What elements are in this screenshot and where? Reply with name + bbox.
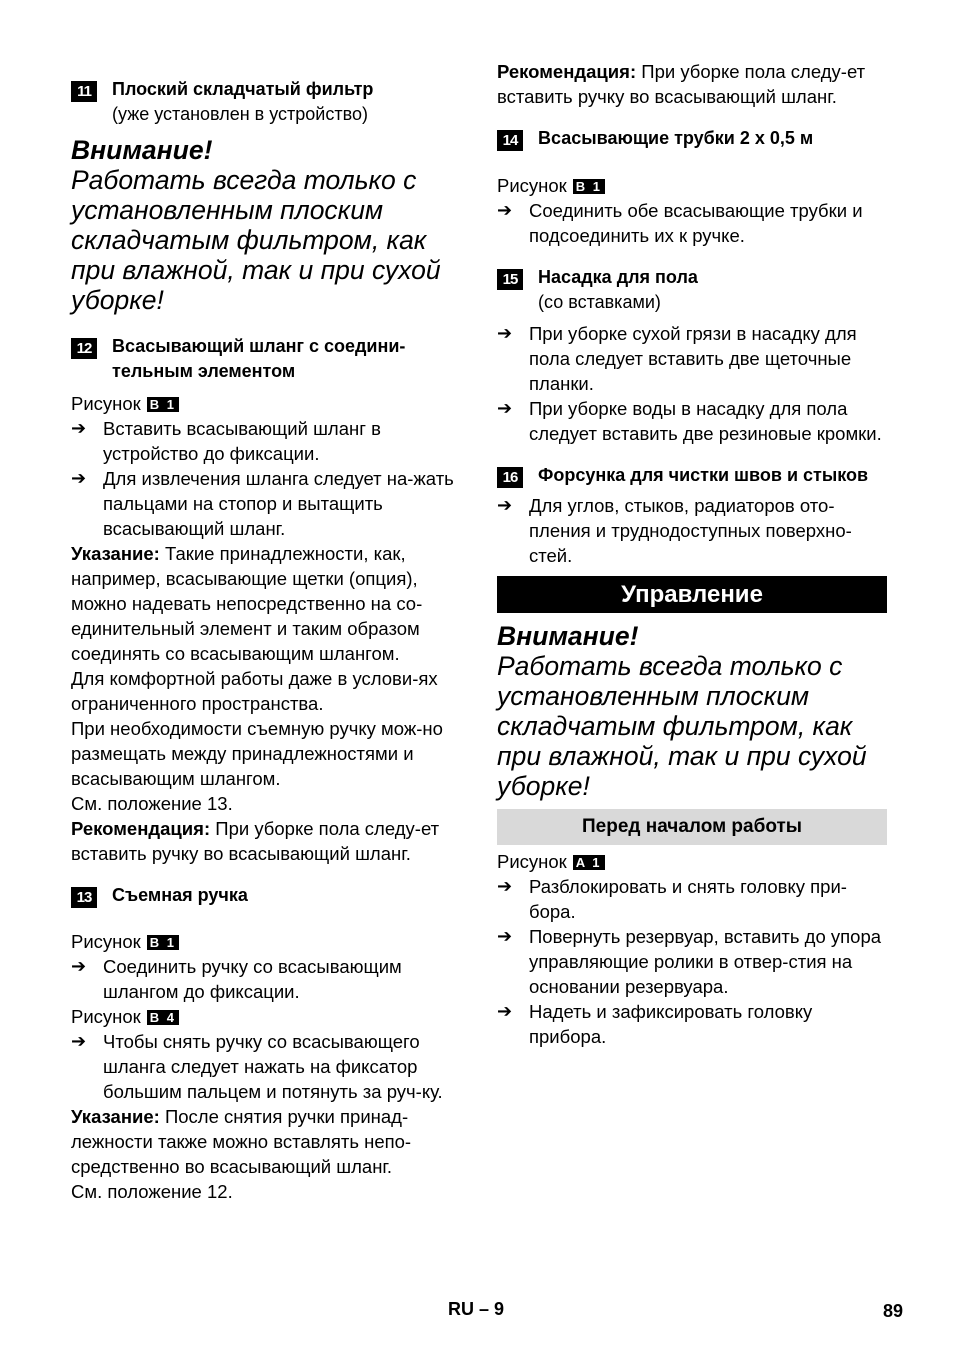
item-title: Всасывающий шланг с соедини-тельным элементом bbox=[112, 336, 406, 381]
warning-text: Работать всегда только с установленным плоским складчатым фильтром, как при влажной, так и при сухой уборке! bbox=[497, 651, 867, 801]
paragraph: См. положение 13. bbox=[71, 793, 233, 814]
paragraph: При необходимости съемную ручку мож-но размещать между принадлежностями и всасывающим шлангом. bbox=[71, 718, 443, 789]
figure-reference bbox=[71, 391, 461, 416]
subsection-title: Перед началом работы bbox=[497, 809, 887, 845]
item-title: Насадка для пола bbox=[538, 267, 698, 287]
warning-heading: Внимание! bbox=[71, 135, 213, 165]
note-text: После снятия ручки принад-лежности также можно вставлять непо-средственно во всасывающий шланг. bbox=[71, 1106, 412, 1177]
arrow-bullet: ➔ При уборке сухой грязи в насадку для пола следует вставить две щеточные планки. bbox=[497, 321, 887, 396]
item-number: 11 bbox=[71, 81, 97, 102]
recommendation-paragraph bbox=[71, 816, 461, 866]
note-label: Указание: bbox=[71, 543, 160, 564]
item-13 bbox=[71, 883, 461, 908]
item-11 bbox=[71, 77, 461, 127]
item-title: Всасывающие трубки 2 x 0,5 м bbox=[538, 128, 814, 148]
figure-label: Рисунок bbox=[71, 931, 141, 952]
figure-label: Рисунок bbox=[497, 175, 567, 196]
warning-block bbox=[71, 135, 461, 315]
figure-badge: B 1 bbox=[147, 935, 179, 950]
item-number: 14 bbox=[497, 130, 523, 151]
arrow-bullet: ➔ Соединить обе всасывающие трубки и подсоединить их к ручке. bbox=[497, 198, 887, 248]
arrow-bullet: ➔ Вставить всасывающий шланг в устройство до фиксации. bbox=[71, 416, 461, 466]
item-number: 13 bbox=[71, 887, 97, 908]
item-number: 12 bbox=[71, 338, 97, 359]
recommendation-text: При уборке пола следу-ет вставить ручку во всасывающий шланг. bbox=[497, 61, 866, 107]
arrow-bullet: ➔ При уборке воды в насадку для пола следует вставить две резиновые кромки. bbox=[497, 396, 887, 446]
figure-reference bbox=[71, 929, 461, 954]
paragraph: См. положение 12. bbox=[71, 1181, 233, 1202]
page-number: 89 bbox=[883, 1301, 904, 1321]
item-title: Съемная ручка bbox=[112, 885, 248, 905]
section-title: Управление bbox=[497, 576, 887, 613]
figure-badge: A 1 bbox=[573, 855, 605, 870]
item-title: Плоский складчатый фильтр bbox=[112, 79, 374, 99]
note-paragraph bbox=[71, 541, 461, 666]
figure-badge: B 1 bbox=[147, 397, 179, 412]
arrow-bullet: ➔ Соединить ручку со всасывающим шлангом до фиксации. bbox=[71, 954, 461, 1004]
left-column bbox=[71, 77, 461, 1204]
note-text: Такие принадлежности, как, например, всасывающие щетки (опция), можно надевать непосредственно на со-единительный элемент и таким образом соединять со всасывающим шлангом. bbox=[71, 543, 423, 664]
item-subtitle: (со вставками) bbox=[538, 292, 661, 312]
recommendation-label: Рекомендация: bbox=[71, 818, 211, 839]
item-title: Форсунка для чистки швов и стыков bbox=[538, 465, 869, 485]
item-15 bbox=[497, 265, 887, 315]
right-column bbox=[497, 59, 887, 1049]
item-number: 15 bbox=[497, 269, 523, 290]
item-subtitle: (уже установлен в устройство) bbox=[112, 104, 368, 124]
note-paragraph bbox=[71, 1104, 461, 1179]
item-16 bbox=[497, 463, 887, 488]
recommendation-paragraph bbox=[497, 59, 887, 109]
page-footer-language: RU – 9 bbox=[448, 1299, 505, 1319]
arrow-bullet: ➔ Разблокировать и снять головку при-бора. bbox=[497, 874, 887, 924]
arrow-bullet: ➔ Для извлечения шланга следует на-жать пальцами на стопор и вытащить всасывающий шланг. bbox=[71, 466, 461, 541]
item-14 bbox=[497, 126, 887, 151]
figure-label: Рисунок bbox=[497, 851, 567, 872]
warning-block bbox=[497, 621, 887, 801]
figure-badge: B 4 bbox=[147, 1010, 179, 1025]
figure-reference bbox=[71, 1004, 461, 1029]
arrow-bullet: ➔ Надеть и зафиксировать головку прибора. bbox=[497, 999, 887, 1049]
warning-heading: Внимание! bbox=[497, 621, 639, 651]
item-12 bbox=[71, 334, 461, 384]
figure-badge: B 1 bbox=[573, 179, 605, 194]
arrow-bullet: ➔ Чтобы снять ручку со всасывающего шланга следует нажать на фиксатор большим пальцем и потянуть за руч-ку. bbox=[71, 1029, 461, 1104]
figure-label: Рисунок bbox=[71, 393, 141, 414]
warning-text: Работать всегда только с установленным плоским складчатым фильтром, как при влажной, так и при сухой уборке! bbox=[71, 165, 441, 315]
figure-reference bbox=[497, 849, 887, 874]
paragraph: Для комфортной работы даже в услови-ях ограниченного пространства. bbox=[71, 668, 438, 714]
recommendation-label: Рекомендация: bbox=[497, 61, 637, 82]
recommendation-text: При уборке пола следу-ет вставить ручку во всасывающий шланг. bbox=[71, 818, 440, 864]
note-label: Указание: bbox=[71, 1106, 160, 1127]
arrow-bullet: ➔ Повернуть резервуар, вставить до упора управляющие ролики в отвер-стия на основании резервуара. bbox=[497, 924, 887, 999]
arrow-bullet: ➔ Для углов, стыков, радиаторов ото-пления и труднодоступных поверхно-стей. bbox=[497, 493, 887, 568]
figure-label: Рисунок bbox=[71, 1006, 141, 1027]
figure-reference bbox=[497, 173, 887, 198]
item-number: 16 bbox=[497, 467, 523, 488]
